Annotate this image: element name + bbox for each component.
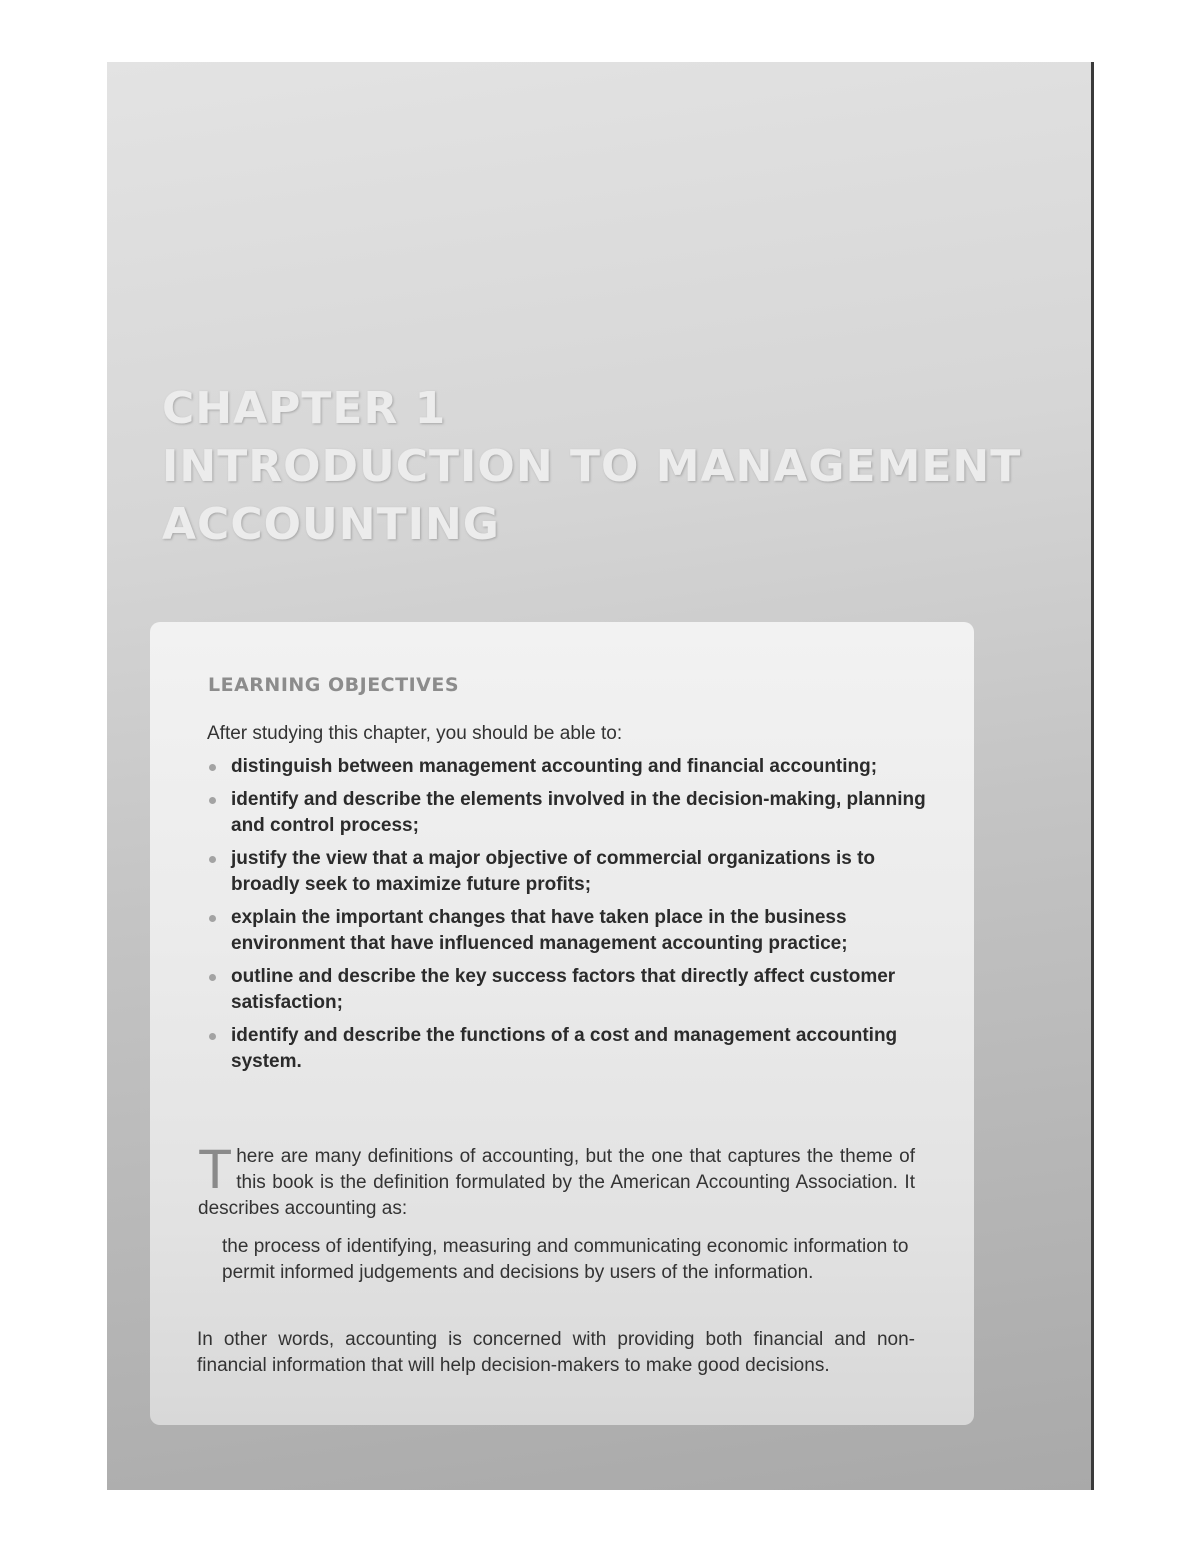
chapter-heading [162, 380, 1062, 554]
bullet-icon [209, 974, 216, 981]
chapter-title-line-2: ACCOUNTING [162, 499, 500, 550]
bullet-icon [209, 764, 216, 771]
content-panel [150, 622, 974, 1425]
objective-item [207, 754, 927, 780]
objective-text: explain the important changes that have taken place in the business environment that have influenced management accounting practice; [231, 907, 848, 954]
learning-objectives-title: LEARNING OBJECTIVES [208, 674, 460, 696]
opening-paragraph [198, 1137, 915, 1222]
objective-item [207, 1023, 927, 1075]
book-page [107, 62, 1094, 1490]
objective-item [207, 964, 927, 1016]
objective-text: identify and describe the elements involved in the decision-making, planning and control process; [231, 789, 926, 836]
drop-cap: T [198, 1137, 233, 1200]
objective-text: outline and describe the key success factors that directly affect customer satisfaction; [231, 966, 896, 1013]
chapter-title-line-1: INTRODUCTION TO MANAGEMENT [162, 441, 1022, 492]
objective-item [207, 905, 927, 957]
learning-objectives-intro: After studying this chapter, you should be able to: [207, 723, 623, 744]
objective-text: justify the view that a major objective of commercial organizations is to broadly seek to maximize future profits; [231, 848, 876, 895]
chapter-number: CHAPTER 1 [162, 383, 447, 434]
objective-item [207, 846, 927, 898]
bullet-icon [209, 797, 216, 804]
objective-item [207, 787, 927, 839]
bullet-icon [209, 915, 216, 922]
bullet-icon [209, 856, 216, 863]
opening-text: here are many definitions of accounting, but the one that captures the theme of this book is the definition formulated by the American Accounting Association. It describes accounting as: [198, 1146, 915, 1219]
definition-quote: the process of identifying, measuring and communicating economic information to permit informed judgements and decisions by users of the information. [222, 1236, 909, 1283]
objective-text: identify and describe the functions of a cost and management accounting system. [231, 1025, 898, 1072]
closing-paragraph: In other words, accounting is concerned with providing both financial and non-financial information that will help decision-makers to make good decisions. [197, 1329, 915, 1376]
objective-text: distinguish between management accounting and financial accounting; [231, 756, 878, 777]
learning-objectives-list [207, 754, 927, 1082]
bullet-icon [209, 1033, 216, 1040]
